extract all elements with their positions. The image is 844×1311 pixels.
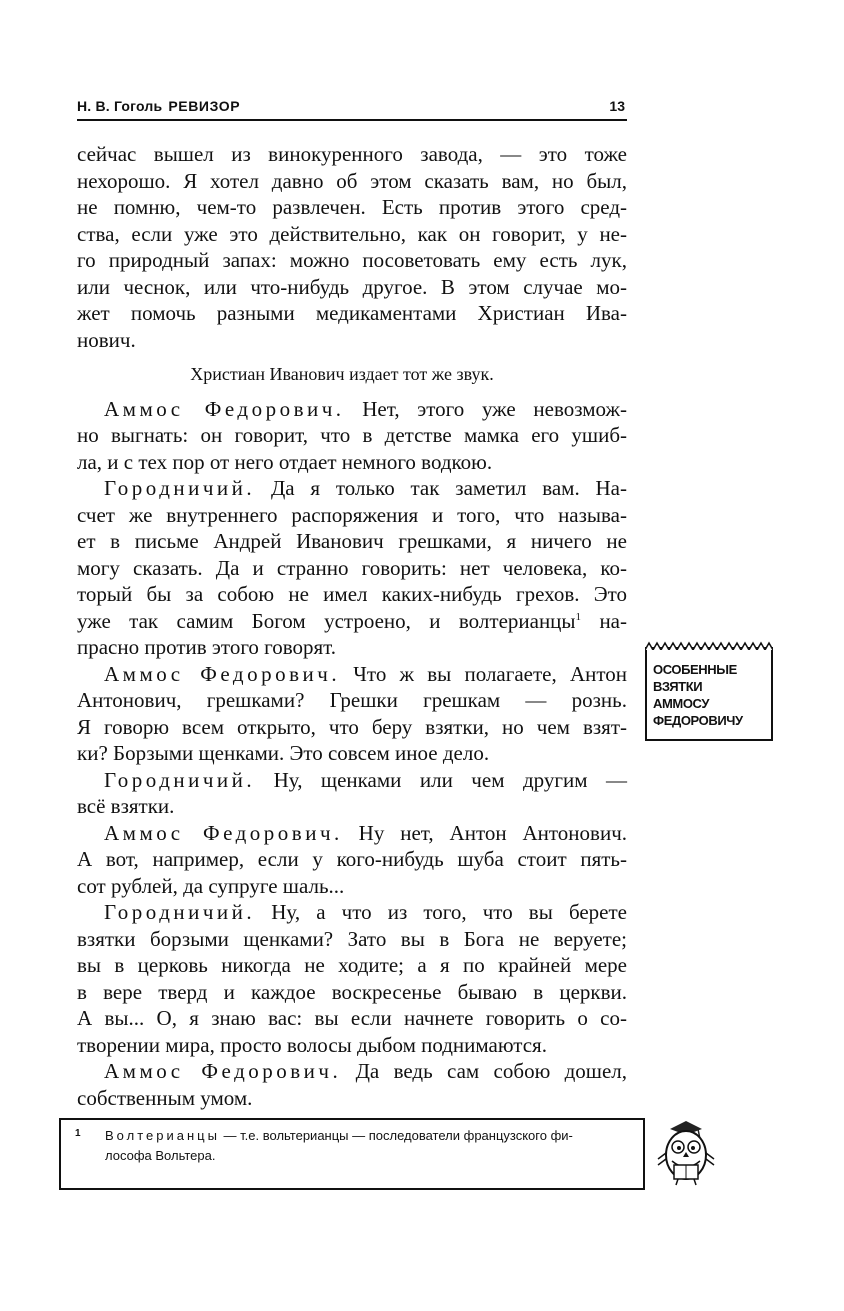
running-header bbox=[77, 95, 627, 121]
text-line: могу сказать. Да и странно говорить: нет человека, ко- bbox=[77, 555, 627, 580]
page-number: 13 bbox=[609, 98, 625, 114]
footnote-text: Волтерианцы — т.е. вольтерианцы — последователи французского фи- лософа Вольтера. bbox=[105, 1128, 573, 1163]
text-line: или чеснок, или что-нибудь другое. В этом случае мо- bbox=[77, 274, 627, 299]
text-line: ла, и с тех пор от него отдает немного водкою. bbox=[77, 449, 493, 474]
text-line: А вот, например, если у кого-нибудь шуба стоит пять- bbox=[77, 847, 627, 871]
text-line: но выгнать: он говорит, что в детстве мамка его ушиб- bbox=[77, 423, 627, 447]
text-line: счет же внутреннего распоряжения и того, что называ- bbox=[77, 502, 627, 527]
text-line: творении мира, просто волосы дыбом поднимаются. bbox=[77, 1032, 547, 1057]
speaker-name: Аммос Федорович. bbox=[104, 396, 345, 421]
speech-line: Городничий. Да я только так заметил вам. На- bbox=[104, 476, 627, 500]
text-line: не помню, чем-то развлечен. Есть против этого сред- bbox=[77, 195, 627, 219]
speaker-name: Аммос Федорович. bbox=[104, 661, 341, 686]
text-line: прасно против этого говорят. bbox=[77, 635, 337, 659]
text-line: Антонович, грешками? Грешки грешкам — рознь. bbox=[77, 688, 627, 712]
text-line: ства, если уже это действительно, как он говорит, у не- bbox=[77, 221, 627, 246]
text-line: сот рублей, да супруге шаль... bbox=[77, 873, 345, 898]
torn-edge-decoration bbox=[645, 640, 773, 650]
text-line: собственным умом. bbox=[77, 1085, 253, 1110]
speech-line: Городничий. Ну, а что из того, что вы берете bbox=[104, 900, 627, 924]
footnote-number: 1 bbox=[75, 1128, 81, 1139]
margin-note-box bbox=[645, 647, 773, 741]
text-line: в вере тверд и каждое воскресенье бываю в церкви. bbox=[77, 979, 627, 1004]
margin-note-line: АММОСУ bbox=[653, 696, 710, 711]
speech-line: Аммос Федорович. Что ж вы полагаете, Антон bbox=[104, 661, 627, 686]
speaker-name: Городничий. bbox=[104, 900, 256, 924]
text-line: го природный запах: можно посоветовать ему есть лук, bbox=[77, 248, 627, 272]
owl-scholar-icon bbox=[652, 1115, 718, 1189]
text-line: Я говорю всем открыто, что беру взятки, но чем взят- bbox=[77, 714, 627, 739]
speaker-name: Аммос Федорович. bbox=[104, 820, 343, 845]
header-title: РЕВИЗОР bbox=[168, 98, 241, 114]
play-text bbox=[77, 141, 627, 1111]
footnote-box bbox=[59, 1118, 645, 1190]
header-left bbox=[77, 98, 240, 114]
text-line: жет помочь разными медикаментами Христиан Ива- bbox=[77, 301, 627, 325]
speaker-name: Городничий. bbox=[104, 476, 256, 500]
margin-note-line: ОСОБЕННЫЕ bbox=[653, 662, 737, 677]
text-line: сейчас вышел из винокуренного завода, — это тоже bbox=[77, 142, 627, 166]
footnote-ref[interactable]: 1 bbox=[575, 610, 582, 623]
text-line: торый бы за собою не имел каких-нибудь грехов. Это bbox=[77, 582, 627, 606]
text-line: нехорошо. Я хотел давно об этом сказать вам, но был, bbox=[77, 168, 627, 193]
text-line: вы в церковь никогда не ходите; а я по крайней мере bbox=[77, 953, 627, 977]
margin-note-line: ФЕДОРОВИЧУ bbox=[653, 713, 743, 728]
speech-line: Аммос Федорович. Нет, этого уже невозмож- bbox=[104, 396, 627, 421]
header-author: Н. В. Гоголь bbox=[77, 98, 163, 114]
text-line: ет в письме Андрей Иванович грешками, я ничего не bbox=[77, 529, 627, 553]
footnote-term: Волтерианцы bbox=[105, 1128, 220, 1143]
speech-line: Аммос Федорович. Да ведь сам собою дошел, bbox=[104, 1059, 628, 1083]
margin-note-line: ВЗЯТКИ bbox=[653, 679, 703, 694]
stage-direction: Христиан Иванович издает тот же звук. bbox=[190, 364, 494, 384]
text-line: нович. bbox=[77, 327, 136, 352]
text-line: А вы... О, я знаю вас: вы если начнете говорить о со- bbox=[77, 1006, 627, 1030]
speaker-name: Городничий. bbox=[104, 767, 256, 792]
text-line: ки? Борзыми щенками. Это совсем иное дело. bbox=[77, 741, 490, 765]
speech-line: Городничий. Ну, щенками или чем другим — bbox=[104, 767, 627, 792]
text-line: уже так самим Богом устроено, и волтерианцы$^1$ на- bbox=[77, 608, 627, 633]
speech-line: Аммос Федорович. Ну нет, Антон Антонович. bbox=[104, 820, 628, 845]
speaker-name: Аммос Федорович. bbox=[104, 1059, 342, 1083]
text-line: взятки борзыми щенками? Зато вы в Бога не веруете; bbox=[77, 926, 627, 951]
text-line: всё взятки. bbox=[77, 794, 175, 818]
